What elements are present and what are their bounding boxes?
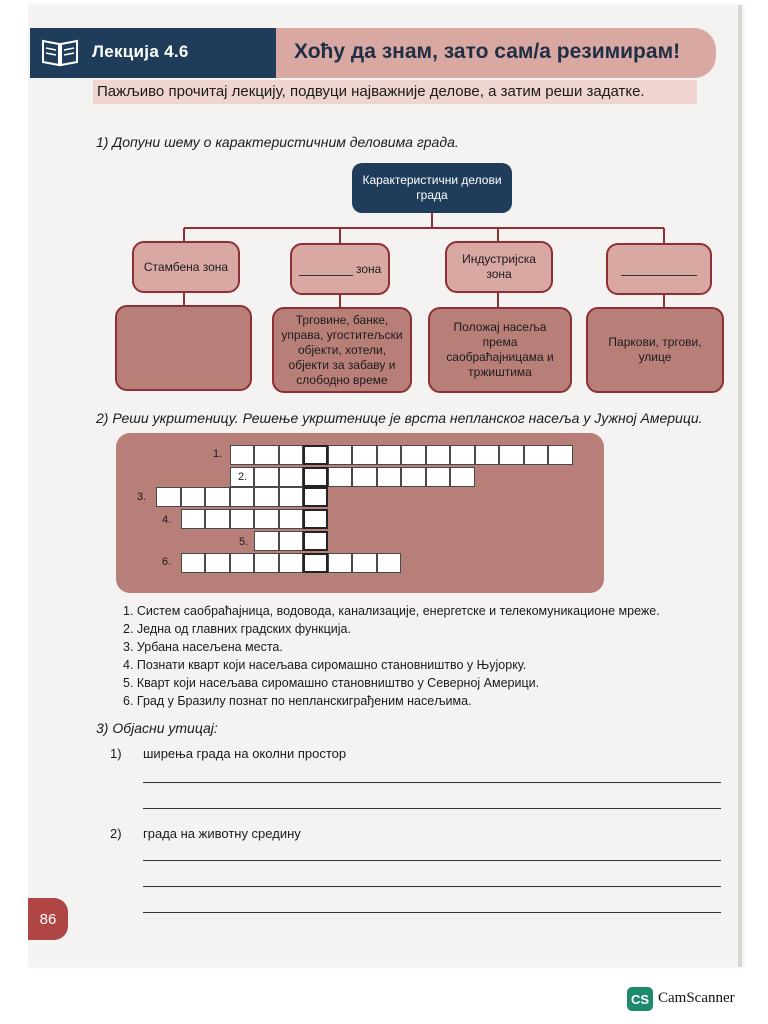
page-title: Хоћу да знам, зато сам/а резимирам! [294,40,681,63]
solution-cell[interactable] [303,509,328,529]
crossword-cell[interactable] [254,531,279,551]
clue: 1. Систем саобраћајница, водовода, канализације, енергетске и телекомуникационе мреже. [123,604,660,618]
crossword-cell[interactable] [230,445,255,465]
crossword-cell[interactable] [279,553,304,573]
crossword-cell[interactable] [279,487,304,507]
clue: 3. Урбана насељена места. [123,640,283,654]
item-number: 1) [110,746,122,761]
crossword-cell[interactable] [254,467,279,487]
zone-residential [132,241,240,293]
detail-text: Трговине, банке, управа, угоститељски објекти, хотели, објекти за забаву и слободно време [281,312,403,387]
crossword-cell[interactable] [156,487,181,507]
clue: 5. Кварт који насељава сиромашно становништво у Северној Америци. [123,676,540,690]
crossword-clues [123,602,660,710]
diagram-root-label: Карактеристични делови града [362,173,502,202]
crossword-cell[interactable] [524,445,549,465]
crossword-cell[interactable] [230,487,255,507]
crossword-cell[interactable] [279,467,304,487]
clue: 4. Познати кварт који насељава сиромашно становништво у Њујорку. [123,658,527,672]
zone-blank-1 [290,243,390,295]
crossword-cell[interactable] [205,509,230,529]
task2-heading: 2) Реши укрштеницу. Решење укрштенице је врста непланског насеља у Јужној Америци. [96,410,703,426]
detail-blank[interactable] [115,305,252,391]
crossword-cell[interactable] [352,445,377,465]
crossword-cell[interactable] [254,445,279,465]
crossword-cell[interactable] [426,467,451,487]
crossword-cell[interactable] [426,445,451,465]
row-number: 3. [137,491,147,503]
crossword-cell[interactable] [230,509,255,529]
answer-line[interactable] [143,808,721,809]
task3-heading: 3) Објасни утицај: [96,720,218,736]
answer-line[interactable] [143,860,721,861]
zone-label: Стамбена зона [143,259,229,274]
crossword-cell[interactable] [548,445,573,465]
crossword-cell[interactable] [377,467,402,487]
crossword-cell[interactable] [499,445,524,465]
solution-cell[interactable] [303,467,328,487]
row-number: 1. [213,448,223,460]
fill-in-blank[interactable] [621,263,697,276]
crossword-cell[interactable] [279,509,304,529]
task1-heading: 1) Допуни шему о карактеристичним деловима града. [96,134,459,150]
crossword-cell[interactable] [328,445,353,465]
crossword-cell[interactable] [181,487,206,507]
detail-green [586,307,724,393]
clue: 6. Град у Бразилу познат по непланскиграђеним насељима. [123,694,472,708]
page-number: 86 [28,898,68,940]
answer-line[interactable] [143,912,721,913]
crossword-cell[interactable] [254,553,279,573]
crossword-cell[interactable] [352,467,377,487]
fill-in-blank[interactable] [299,263,353,276]
crossword-cell[interactable] [475,445,500,465]
answer-line[interactable] [143,886,721,887]
crossword-cell[interactable] [181,509,206,529]
answer-line[interactable] [143,782,721,783]
row-number: 6. [162,556,172,568]
zone-label: зона [356,261,382,276]
crossword-cell[interactable] [279,531,304,551]
crossword-cell[interactable] [279,445,304,465]
crossword-cell[interactable] [450,445,475,465]
detail-industrial [428,307,572,393]
row-number: 4. [162,514,172,526]
instruction: Пажљиво прочитај лекцију, подвуци најважније делове, а затим реши задатке. [93,80,697,104]
crossword-cell[interactable] [450,467,475,487]
crossword-cell[interactable] [401,467,426,487]
item-text: града на животну средину [143,826,301,841]
detail-central [272,307,412,393]
crossword-cell[interactable] [377,553,402,573]
crossword-cell[interactable] [328,467,353,487]
crossword-cell[interactable] [205,487,230,507]
crossword-cell[interactable] [352,553,377,573]
crossword-cell[interactable] [205,553,230,573]
row-number: 5. [239,536,249,548]
crossword-cell[interactable] [377,445,402,465]
crossword-cell[interactable] [254,509,279,529]
lesson-label: Лекција 4.6 [92,42,189,61]
zone-label: Индустријска зона [462,252,536,281]
detail-text: Паркови, тргови, улице [608,335,702,364]
detail-text: Положај насеља према саобраћајницама и тржиштима [446,320,554,379]
solution-cell[interactable] [303,487,328,507]
clue: 2. Једна од главних градских функција. [123,622,351,636]
camscanner-watermark: CamScanner [658,990,735,1006]
row-number: 2. [238,471,248,483]
crossword-cell[interactable] [254,487,279,507]
solution-cell[interactable] [303,445,328,465]
item-text: ширења града на околни простор [143,746,347,761]
crossword-cell[interactable] [230,553,255,573]
zone-blank-2 [606,243,712,295]
diagram-root-node [352,163,512,213]
crossword-cell[interactable] [181,553,206,573]
solution-cell[interactable] [303,531,328,551]
solution-cell[interactable] [303,553,328,573]
zone-industrial [445,241,553,293]
crossword-cell[interactable] [401,445,426,465]
camscanner-logo-icon: CS [627,987,653,1011]
item-number: 2) [110,826,122,841]
crossword-cell[interactable] [328,553,353,573]
